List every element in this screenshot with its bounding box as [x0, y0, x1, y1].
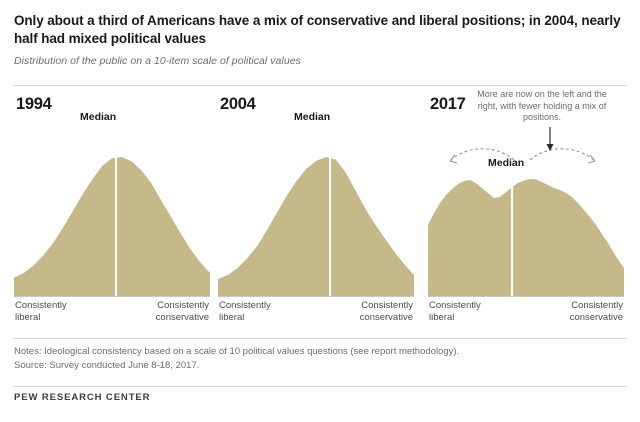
pew-research-center-logo: PEW RESEARCH CENTER [14, 392, 151, 403]
x-axis [14, 296, 210, 297]
divider-top [14, 85, 626, 86]
divider-footer [14, 386, 626, 387]
axis-label-liberal-line2: liberal [219, 311, 245, 323]
median-label: Median [294, 111, 331, 123]
annotation-2017: More are now on the left and the right, with fewer holding a mix of positions. [477, 89, 607, 123]
x-axis [428, 296, 624, 297]
axis-label-conservative-line2: conservative [359, 311, 413, 323]
axis-label-liberal [219, 300, 271, 324]
panel-year-label: 1994 [16, 95, 52, 113]
divider-bottom [14, 338, 626, 339]
panel-2004 [218, 95, 414, 333]
axis-label-liberal-line1: Consistently [15, 300, 67, 311]
area-plot-1994 [14, 127, 210, 297]
panel-1994 [14, 95, 210, 333]
median-label: Median [488, 157, 525, 169]
page-title: Only about a third of Americans have a mix of conservative and liberal positions; in 2004, nearly half had mixed political values [14, 13, 621, 47]
distribution-area [428, 179, 624, 297]
panel-year-label: 2017 [430, 95, 466, 113]
distribution-area [14, 157, 210, 297]
area-svg [14, 127, 210, 297]
axis-label-liberal-line2: liberal [15, 311, 41, 323]
axis-label-conservative [156, 300, 209, 324]
axis-label-conservative-line2: conservative [569, 311, 623, 323]
axis-label-conservative-line2: conservative [155, 311, 209, 323]
axis-label-conservative [360, 300, 413, 324]
area-svg [218, 127, 414, 297]
x-axis [218, 296, 414, 297]
area-svg [428, 127, 624, 297]
axis-label-liberal-line1: Consistently [429, 300, 481, 311]
axis-label-liberal [15, 300, 67, 324]
distribution-area [218, 157, 414, 297]
median-label: Median [80, 111, 117, 123]
area-plot-2017 [428, 127, 624, 297]
chart-notes [14, 345, 459, 373]
page-subtitle: Distribution of the public on a 10-item scale of political values [14, 55, 301, 68]
axis-label-liberal [429, 300, 481, 324]
axis-label-conservative [570, 300, 623, 324]
notes-line-1: Notes: Ideological consistency based on a scale of 10 political values questions (see report methodology). [14, 346, 460, 357]
axis-label-conservative-line1: Consistently [571, 300, 623, 311]
notes-line-2: Source: Survey conducted June 8-18, 2017. [14, 359, 200, 371]
panel-2017 [428, 89, 624, 333]
panel-year-label: 2004 [220, 95, 256, 113]
axis-label-liberal-line1: Consistently [219, 300, 271, 311]
chart-panels [14, 89, 626, 333]
axis-label-conservative-line1: Consistently [157, 300, 209, 311]
spread-arrow-right [530, 149, 595, 161]
axis-label-conservative-line1: Consistently [361, 300, 413, 311]
area-plot-2004 [218, 127, 414, 297]
axis-label-liberal-line2: liberal [429, 311, 455, 323]
